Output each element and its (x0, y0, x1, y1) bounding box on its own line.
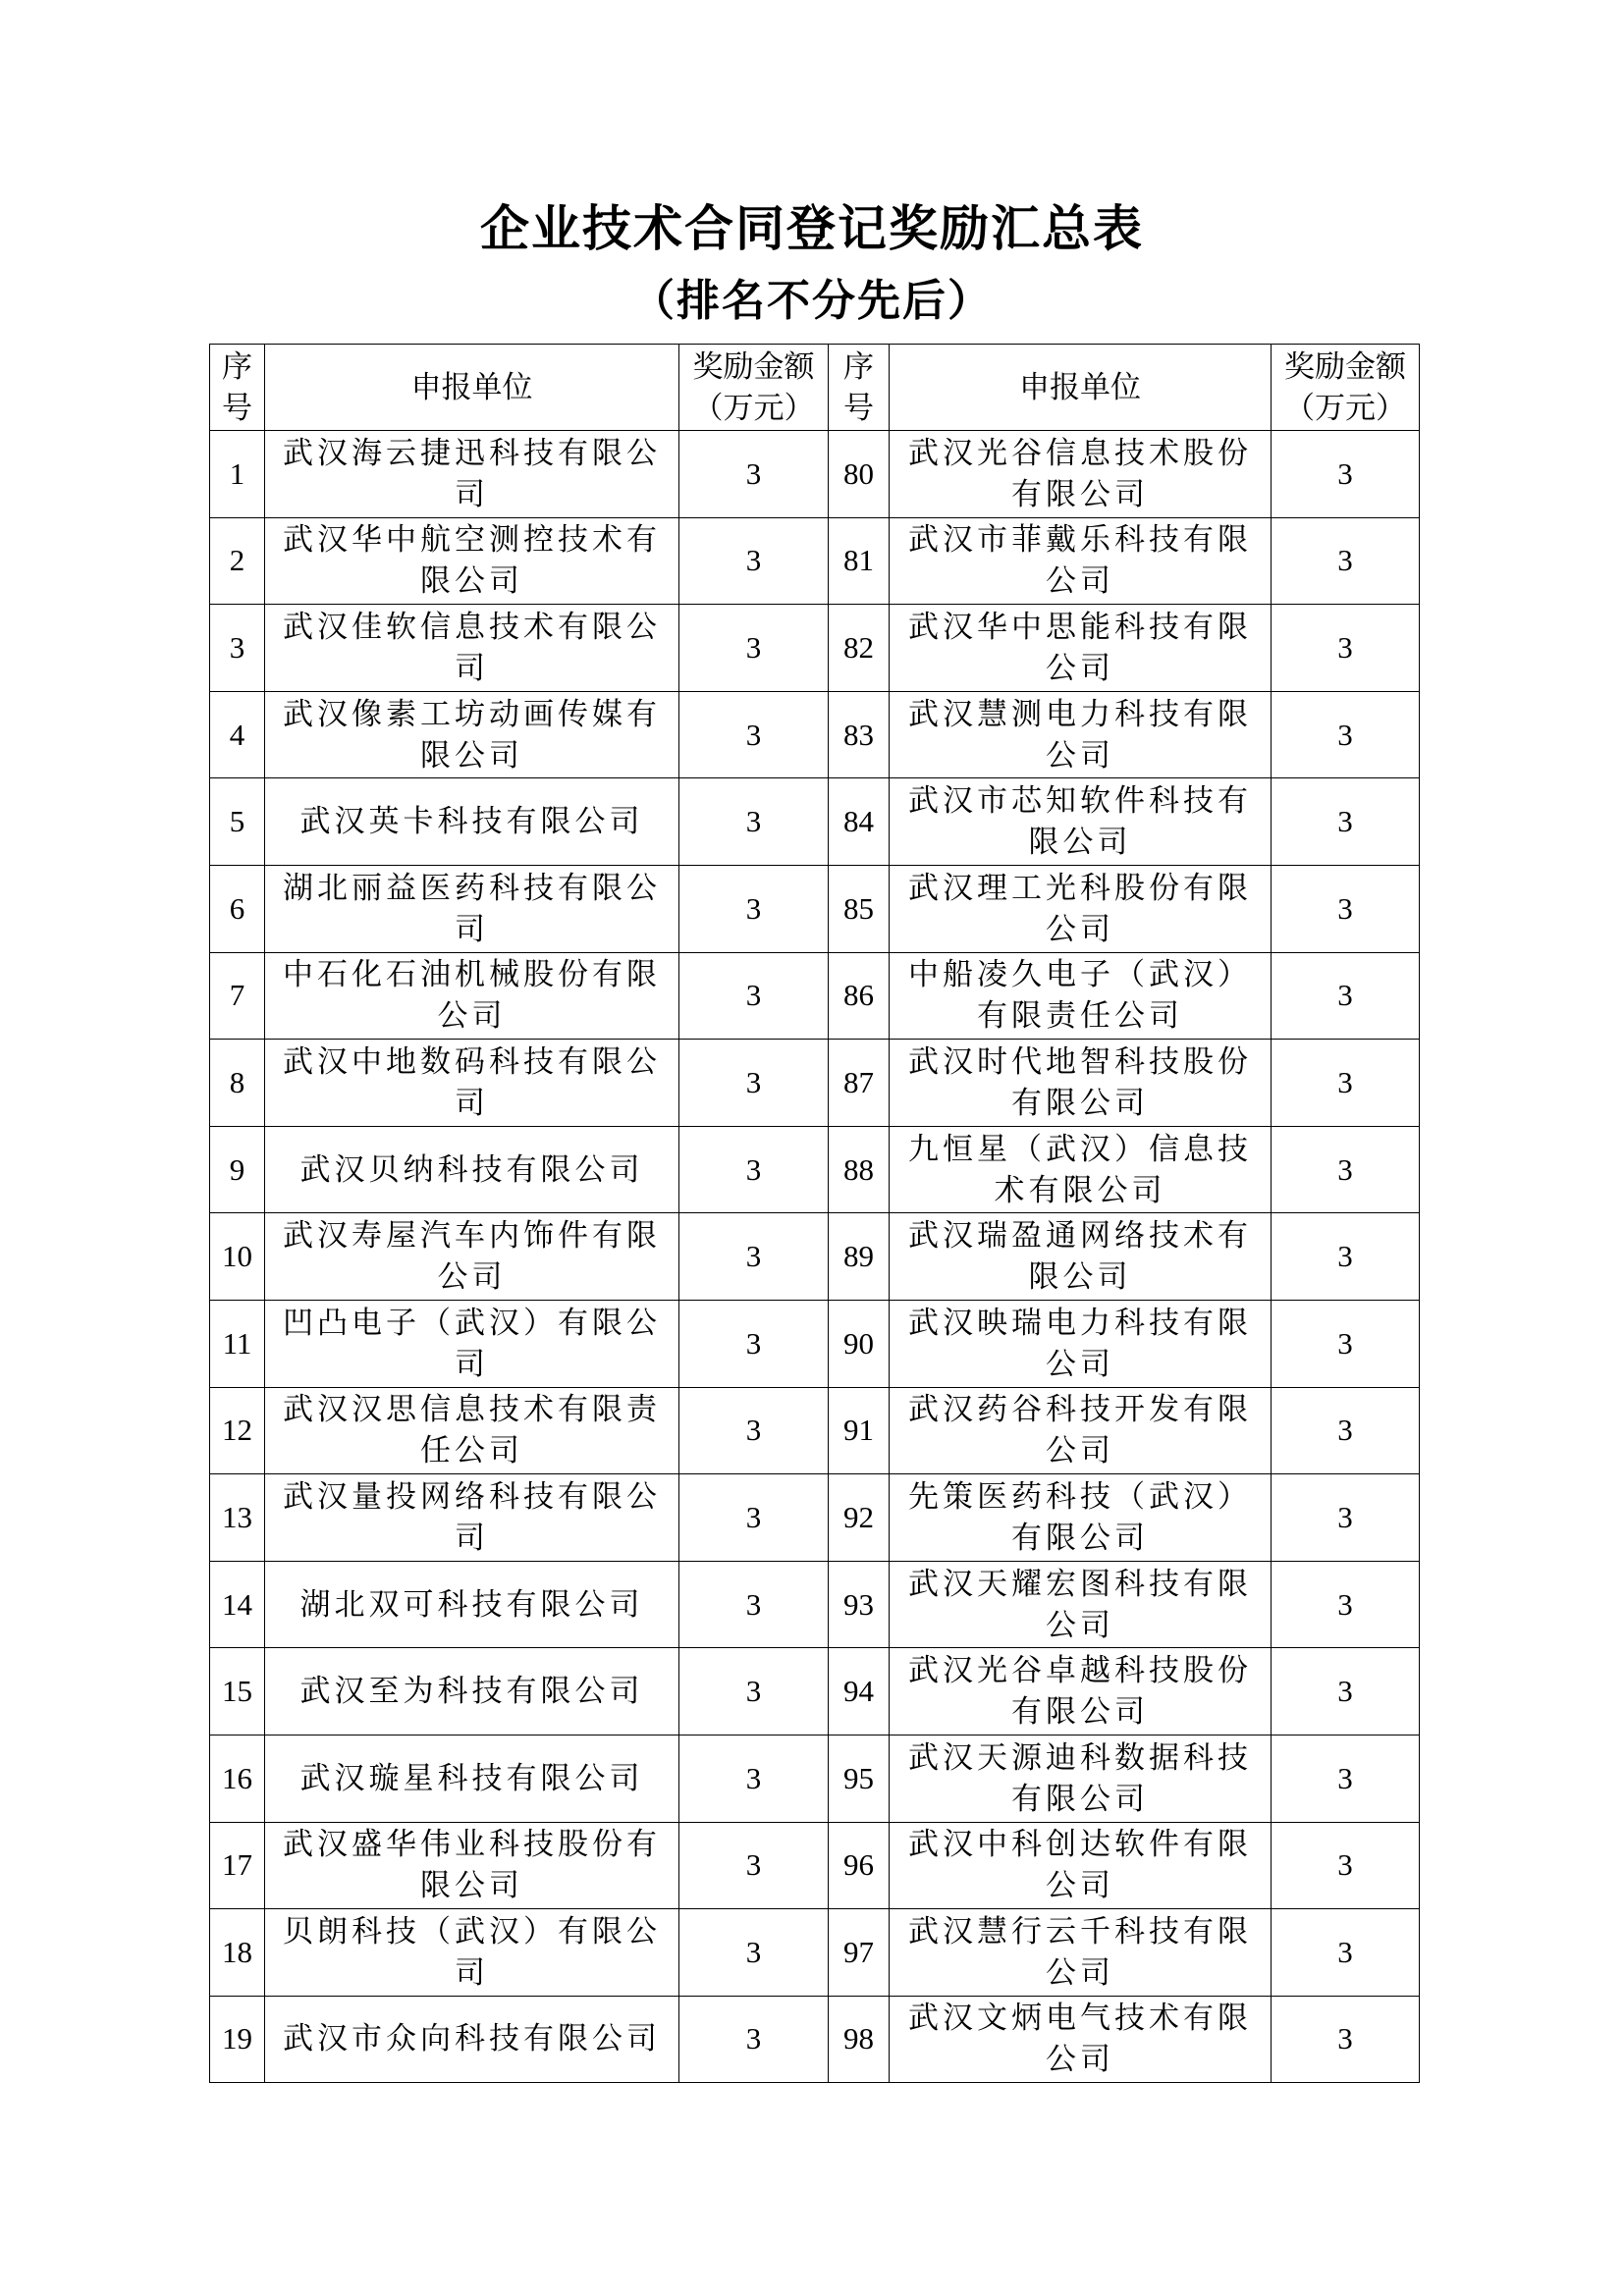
unit-left-cell: 武汉量投网络科技有限公司 (265, 1474, 679, 1562)
amount-right-cell: 3 (1272, 517, 1420, 605)
table-row (210, 1996, 1420, 2083)
seq-left-cell: 2 (210, 517, 265, 605)
seq-left-cell: 5 (210, 778, 265, 866)
unit-right-cell: 武汉映瑞电力科技有限公司 (890, 1300, 1272, 1387)
unit-left-cell: 武汉璇星科技有限公司 (265, 1735, 679, 1822)
amount-right-cell: 3 (1272, 1387, 1420, 1474)
header-amount-right: 奖励金额 （万元） (1272, 345, 1420, 431)
header-seq-left: 序 号 (210, 345, 265, 431)
table-row (210, 1561, 1420, 1648)
unit-left-cell: 武汉华中航空测控技术有限公司 (265, 517, 679, 605)
amount-right-cell: 3 (1272, 778, 1420, 866)
seq-right-cell: 84 (829, 778, 890, 866)
seq-left-cell: 16 (210, 1735, 265, 1822)
unit-left-cell: 武汉像素工坊动画传媒有限公司 (265, 691, 679, 778)
header-row (210, 345, 1420, 431)
table-row (210, 1474, 1420, 1562)
amount-right-cell: 3 (1272, 1648, 1420, 1735)
unit-right-cell: 武汉市芯知软件科技有限公司 (890, 778, 1272, 866)
seq-left-cell: 17 (210, 1822, 265, 1909)
amount-right-cell: 3 (1272, 431, 1420, 518)
amount-left-cell: 3 (679, 1735, 829, 1822)
amount-right-cell: 3 (1272, 1996, 1420, 2083)
header-unit-left: 申报单位 (265, 345, 679, 431)
seq-right-cell: 97 (829, 1909, 890, 1997)
amount-left-cell: 3 (679, 1561, 829, 1648)
unit-right-cell: 武汉华中思能科技有限公司 (890, 605, 1272, 692)
amount-left-cell: 3 (679, 1822, 829, 1909)
unit-left-cell: 武汉盛华伟业科技股份有限公司 (265, 1822, 679, 1909)
unit-right-cell: 武汉药谷科技开发有限公司 (890, 1387, 1272, 1474)
table-row (210, 1126, 1420, 1213)
unit-left-cell: 武汉寿屋汽车内饰件有限公司 (265, 1213, 679, 1301)
amount-right-cell: 3 (1272, 1822, 1420, 1909)
unit-left-cell: 贝朗科技（武汉）有限公司 (265, 1909, 679, 1997)
seq-left-cell: 15 (210, 1648, 265, 1735)
seq-right-cell: 85 (829, 865, 890, 952)
amount-right-cell: 3 (1272, 1561, 1420, 1648)
table-row (210, 1040, 1420, 1127)
amount-right-cell: 3 (1272, 865, 1420, 952)
header-unit-right: 申报单位 (890, 345, 1272, 431)
unit-right-cell: 武汉文炳电气技术有限公司 (890, 1996, 1272, 2083)
unit-left-cell: 武汉佳软信息技术有限公司 (265, 605, 679, 692)
amount-left-cell: 3 (679, 865, 829, 952)
unit-right-cell: 武汉光谷卓越科技股份有限公司 (890, 1648, 1272, 1735)
amount-left-cell: 3 (679, 1126, 829, 1213)
table-row (210, 517, 1420, 605)
seq-right-cell: 92 (829, 1474, 890, 1562)
table-body (210, 431, 1420, 2083)
amount-left-cell: 3 (679, 1300, 829, 1387)
table-row (210, 1822, 1420, 1909)
unit-right-cell: 武汉慧测电力科技有限公司 (890, 691, 1272, 778)
table-row (210, 1387, 1420, 1474)
seq-right-cell: 89 (829, 1213, 890, 1301)
seq-left-cell: 4 (210, 691, 265, 778)
amount-right-cell: 3 (1272, 1213, 1420, 1301)
seq-right-cell: 90 (829, 1300, 890, 1387)
amount-right-cell: 3 (1272, 1300, 1420, 1387)
unit-right-cell: 武汉光谷信息技术股份有限公司 (890, 431, 1272, 518)
unit-left-cell: 中石化石油机械股份有限公司 (265, 952, 679, 1040)
table-row (210, 778, 1420, 866)
seq-left-cell: 18 (210, 1909, 265, 1997)
header-seq-right: 序 号 (829, 345, 890, 431)
unit-left-cell: 武汉海云捷迅科技有限公司 (265, 431, 679, 518)
table-row (210, 1213, 1420, 1301)
seq-left-cell: 3 (210, 605, 265, 692)
seq-right-cell: 91 (829, 1387, 890, 1474)
seq-left-cell: 19 (210, 1996, 265, 2083)
table-row (210, 865, 1420, 952)
amount-left-cell: 3 (679, 1648, 829, 1735)
amount-left-cell: 3 (679, 605, 829, 692)
seq-left-cell: 12 (210, 1387, 265, 1474)
unit-right-cell: 武汉中科创达软件有限公司 (890, 1822, 1272, 1909)
unit-right-cell: 武汉时代地智科技股份有限公司 (890, 1040, 1272, 1127)
table-row (210, 605, 1420, 692)
award-summary-table (209, 344, 1420, 2083)
header-amount-left: 奖励金额 （万元） (679, 345, 829, 431)
unit-left-cell: 湖北双可科技有限公司 (265, 1561, 679, 1648)
seq-left-cell: 10 (210, 1213, 265, 1301)
seq-right-cell: 83 (829, 691, 890, 778)
table-row (210, 1909, 1420, 1997)
amount-left-cell: 3 (679, 1996, 829, 2083)
table-header (210, 345, 1420, 431)
seq-left-cell: 1 (210, 431, 265, 518)
table-row (210, 1735, 1420, 1822)
amount-right-cell: 3 (1272, 605, 1420, 692)
seq-left-cell: 11 (210, 1300, 265, 1387)
seq-right-cell: 96 (829, 1822, 890, 1909)
seq-left-cell: 6 (210, 865, 265, 952)
unit-right-cell: 先策医药科技（武汉）有限公司 (890, 1474, 1272, 1562)
amount-right-cell: 3 (1272, 691, 1420, 778)
amount-left-cell: 3 (679, 431, 829, 518)
amount-left-cell: 3 (679, 691, 829, 778)
seq-left-cell: 13 (210, 1474, 265, 1562)
amount-right-cell: 3 (1272, 952, 1420, 1040)
unit-left-cell: 湖北丽益医药科技有限公司 (265, 865, 679, 952)
unit-left-cell: 武汉贝纳科技有限公司 (265, 1126, 679, 1213)
unit-left-cell: 武汉中地数码科技有限公司 (265, 1040, 679, 1127)
unit-right-cell: 武汉天源迪科数据科技有限公司 (890, 1735, 1272, 1822)
seq-right-cell: 95 (829, 1735, 890, 1822)
seq-left-cell: 9 (210, 1126, 265, 1213)
amount-right-cell: 3 (1272, 1040, 1420, 1127)
table-row (210, 1648, 1420, 1735)
seq-right-cell: 87 (829, 1040, 890, 1127)
seq-left-cell: 7 (210, 952, 265, 1040)
seq-right-cell: 93 (829, 1561, 890, 1648)
seq-right-cell: 98 (829, 1996, 890, 2083)
unit-right-cell: 武汉慧行云千科技有限公司 (890, 1909, 1272, 1997)
amount-right-cell: 3 (1272, 1735, 1420, 1822)
seq-right-cell: 82 (829, 605, 890, 692)
amount-left-cell: 3 (679, 778, 829, 866)
unit-right-cell: 武汉瑞盈通网络技术有限公司 (890, 1213, 1272, 1301)
unit-left-cell: 武汉市众向科技有限公司 (265, 1996, 679, 2083)
unit-right-cell: 武汉理工光科股份有限公司 (890, 865, 1272, 952)
seq-left-cell: 14 (210, 1561, 265, 1648)
table-row (210, 952, 1420, 1040)
amount-right-cell: 3 (1272, 1474, 1420, 1562)
seq-right-cell: 86 (829, 952, 890, 1040)
amount-left-cell: 3 (679, 1474, 829, 1562)
amount-right-cell: 3 (1272, 1909, 1420, 1997)
amount-left-cell: 3 (679, 1040, 829, 1127)
seq-left-cell: 8 (210, 1040, 265, 1127)
seq-right-cell: 80 (829, 431, 890, 518)
unit-right-cell: 中船凌久电子（武汉）有限责任公司 (890, 952, 1272, 1040)
amount-left-cell: 3 (679, 952, 829, 1040)
table-row (210, 431, 1420, 518)
amount-right-cell: 3 (1272, 1126, 1420, 1213)
unit-right-cell: 武汉天耀宏图科技有限公司 (890, 1561, 1272, 1648)
unit-left-cell: 凹凸电子（武汉）有限公司 (265, 1300, 679, 1387)
table-row (210, 691, 1420, 778)
document-subtitle: （排名不分先后） (631, 276, 993, 326)
unit-left-cell: 武汉汉思信息技术有限责任公司 (265, 1387, 679, 1474)
seq-right-cell: 94 (829, 1648, 890, 1735)
unit-left-cell: 武汉至为科技有限公司 (265, 1648, 679, 1735)
unit-right-cell: 武汉市菲戴乐科技有限公司 (890, 517, 1272, 605)
table-row (210, 1300, 1420, 1387)
amount-left-cell: 3 (679, 517, 829, 605)
amount-left-cell: 3 (679, 1387, 829, 1474)
unit-left-cell: 武汉英卡科技有限公司 (265, 778, 679, 866)
amount-left-cell: 3 (679, 1213, 829, 1301)
unit-right-cell: 九恒星（武汉）信息技术有限公司 (890, 1126, 1272, 1213)
seq-right-cell: 88 (829, 1126, 890, 1213)
document-title: 企业技术合同登记奖励汇总表 (480, 199, 1144, 257)
amount-left-cell: 3 (679, 1909, 829, 1997)
seq-right-cell: 81 (829, 517, 890, 605)
